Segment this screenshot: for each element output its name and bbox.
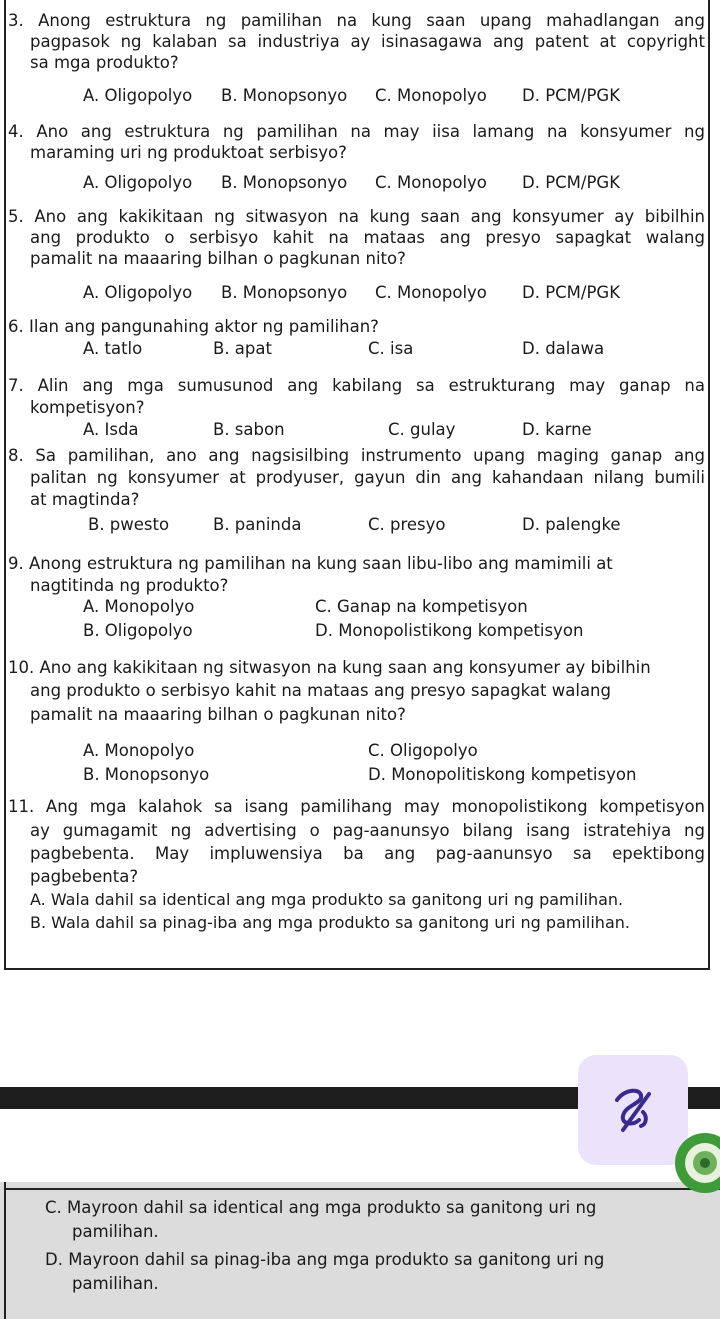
question-9-option-d[interactable]: D. Monopolistikong kompetisyon [315,621,584,640]
question-7-line-1: 7. Alin ang mga sumusunod ang kabilang sa estrukturang may ganap na [8,376,705,395]
question-9-line-1: 9. Anong estruktura ng pamilihan na kung saan libu-libo ang mamimili at [8,554,613,573]
question-5-option-c[interactable]: C. Monopolyo [375,283,487,302]
pencil-slash-icon [603,1080,663,1140]
question-10-option-b[interactable]: B. Monopsonyo [83,765,210,784]
question-6-option-c[interactable]: C. isa [368,339,414,358]
question-5-option-a[interactable]: A. Oligopolyo [83,283,193,302]
border-bottom [4,968,710,970]
question-3-line-1: 3. Anong estruktura ng pamilihan na kung saan upang mahadlangan ang [8,11,705,30]
question-7-option-a[interactable]: A. Isda [83,420,139,439]
question-8-option-c[interactable]: C. presyo [368,515,446,534]
question-3-option-b[interactable]: B. Monopsonyo [221,86,348,105]
question-5-line-2: ang produkto o serbisyo kahit na mataas ang presyo sapagkat walang [30,228,705,247]
question-11-line-1: 11. Ang mga kalahok sa isang pamilihang may monopolistikong kompetisyon [8,797,705,816]
question-3-option-c[interactable]: C. Monopolyo [375,86,487,105]
question-11-option-a[interactable]: A. Wala dahil sa identical ang mga produkto sa ganitong uri ng pamilihan. [30,890,624,909]
question-5-option-b[interactable]: B. Monopsonyo [221,283,348,302]
question-7-line-2: kompetisyon? [30,398,145,417]
question-10-line-2: ang produkto o serbisyo kahit na mataas ang presyo sapagkat walang [30,681,611,700]
question-5-option-d[interactable]: D. PCM/PGK [522,283,621,302]
question-8-option-d[interactable]: D. palengke [522,515,621,534]
question-3-line-3: sa mga produkto? [30,53,179,72]
question-10-option-a[interactable]: A. Monopolyo [83,741,195,760]
question-4-option-c[interactable]: C. Monopolyo [375,173,487,192]
question-4-line-2: maraming uri ng produktoat serbisyo? [30,143,347,162]
question-7-option-b[interactable]: B. sabon [213,420,285,439]
question-6-option-a[interactable]: A. tatlo [83,339,143,358]
question-11-option-d[interactable]: D. Mayroon dahil sa pinag-iba ang mga produkto sa ganitong uri ng [45,1250,605,1269]
edit-button[interactable] [578,1055,688,1165]
question-9-option-b[interactable]: B. Oligopolyo [83,621,193,640]
question-11-option-b[interactable]: B. Wala dahil sa pinag-iba ang mga produkto sa ganitong uri ng pamilihan. [30,913,630,932]
question-3-option-a[interactable]: A. Oligopolyo [83,86,193,105]
lower-border-left [4,1182,6,1319]
question-11-line-2: ay gumagamit ng advertising o pag-aanunsyo bilang isang istratehiya ng [30,821,705,840]
question-8-option-b[interactable]: B. paninda [213,515,302,534]
question-8-line-1: 8. Sa pamilihan, ano ang nagsisilbing instrumento upang maging ganap ang [8,446,705,465]
question-10-line-3: pamalit na maaaring bilhan o pagkunan nito? [30,705,406,724]
question-8-line-2: palitan ng konsyumer at prodyuser, gayun din ang kahandaan nilang bumili [30,468,705,487]
question-4-line-1: 4. Ano ang estruktura ng pamilihan na may iisa lamang na konsyumer ng [8,122,705,141]
question-4-option-b[interactable]: B. Monopsonyo [221,173,348,192]
question-11-line-4: pagbebenta? [30,867,139,886]
question-10-line-1: 10. Ano ang kakikitaan ng sitwasyon na kung saan ang konsyumer ay bibilhin [8,658,651,677]
question-3-option-d[interactable]: D. PCM/PGK [522,86,621,105]
question-9-option-c[interactable]: C. Ganap na kompetisyon [315,597,528,616]
question-3-line-2: pagpasok ng kalaban sa industriya ay isinasagawa ang patent at copyright [30,32,705,51]
question-8-line-3: at magtinda? [30,490,140,509]
question-9-option-a[interactable]: A. Monopolyo [83,597,195,616]
question-5-line-3: pamalit na maaaring bilhan o pagkunan nito? [30,249,406,268]
border-right [708,0,710,970]
question-5-line-1: 5. Ano ang kakikitaan ng sitwasyon na kung saan ang konsyumer ay bibilhin [8,207,705,226]
question-4-option-a[interactable]: A. Oligopolyo [83,173,193,192]
question-11-line-3: pagbebenta. May impluwensiya ba ang pag-aanunsyo sa epektibong [30,844,705,863]
lower-border-top [4,1188,720,1190]
question-10-option-c[interactable]: C. Oligopolyo [368,741,478,760]
question-6-option-b[interactable]: B. apat [213,339,272,358]
question-10-option-d[interactable]: D. Monopolitiskong kompetisyon [368,765,637,784]
question-8-option-a[interactable]: B. pwesto [88,515,170,534]
question-11-option-d-cont: pamilihan. [72,1274,159,1293]
question-11-option-c-cont: pamilihan. [72,1222,159,1241]
question-7-option-c[interactable]: C. gulay [388,420,456,439]
question-9-line-2: nagtitinda ng produkto? [30,576,229,595]
question-6-option-d[interactable]: D. dalawa [522,339,605,358]
question-11-option-c[interactable]: C. Mayroon dahil sa identical ang mga produkto sa ganitong uri ng [45,1198,597,1217]
question-7-option-d[interactable]: D. karne [522,420,592,439]
question-4-option-d[interactable]: D. PCM/PGK [522,173,621,192]
border-left [4,0,6,970]
question-6-line-1: 6. Ilan ang pangunahing aktor ng pamilihan? [8,317,379,336]
